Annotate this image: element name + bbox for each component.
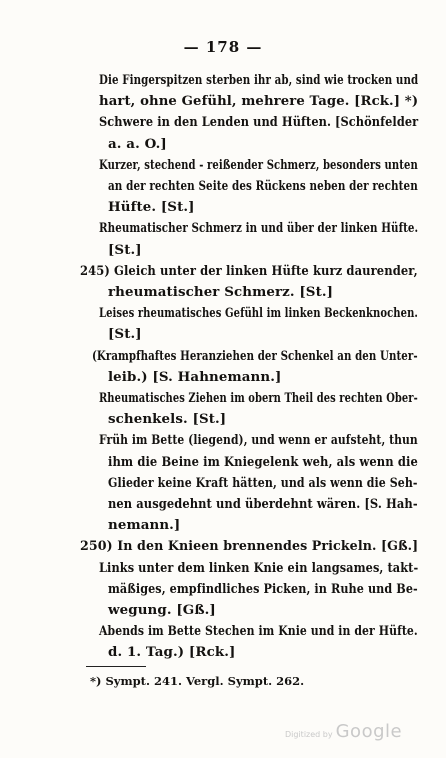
text-line: [St.]	[108, 241, 142, 258]
text-line: Hüfte. [St.]	[108, 199, 195, 216]
text-line: [St.]	[108, 326, 142, 343]
text-line: a. a. O.]	[108, 135, 167, 152]
text-line: hart, ohne Gefühl, mehrere Tage. [Rck.] *)	[99, 93, 419, 110]
text-line: Die Fingerspitzen sterben ihr ab, sind wie trocken und	[99, 72, 419, 88]
text-line: Kurzer, stechend - reißender Schmerz, besonders unten	[99, 156, 418, 173]
text-line: leib.) [S. Hahnemann.]	[108, 368, 282, 385]
text-line: rheumatischer Schmerz. [St.]	[108, 284, 334, 300]
footnote: *) Sympt. 241. Vergl. Sympt. 262.	[90, 674, 305, 689]
page-number: — 178 —	[183, 38, 263, 56]
text-line: schenkels. [St.]	[108, 411, 227, 428]
text-line: wegung. [Gß.]	[108, 602, 216, 618]
text-line: Früh im Bette (liegend), und wenn er aufsteht, thun	[99, 432, 418, 449]
text-line: 250) In den Knieen brennendes Prickeln. [Gß.]	[80, 538, 419, 555]
text-line: mäßiges, empfindliches Picken, in Ruhe und Be-	[108, 580, 418, 597]
text-line: (Krampfhaftes Heranziehen der Schenkel an den Unter-	[92, 347, 418, 364]
text-line: Leises rheumatisches Gefühl im linken Beckenknochen.	[99, 305, 418, 322]
google-watermark	[285, 721, 402, 742]
footnote-rule	[86, 666, 146, 667]
watermark-prefix: Digitized by	[285, 730, 333, 739]
text-line: nen ausgedehnt und überdehnt wären. [S. Hah-	[108, 496, 418, 512]
text-line: Glieder keine Kraft hätten, und als wenn die Seh-	[108, 474, 418, 491]
google-logo: Google	[335, 721, 403, 742]
text-line: Rheumatisches Ziehen im obern Theil des rechten Ober-	[99, 390, 418, 406]
text-line: nemann.]	[108, 517, 181, 534]
text-line: Links unter dem linken Knie ein langsames, takt-	[99, 559, 419, 576]
text-line: Rheumatischer Schmerz in und über der linken Hüfte.	[99, 220, 419, 237]
text-line: an der rechten Seite des Rückens neben der rechten	[108, 178, 418, 194]
text-line: ihm die Beine im Kniegelenk weh, als wenn die	[108, 453, 418, 470]
text-line: Schwere in den Lenden und Hüften. [Schönfelder	[99, 114, 419, 131]
text-line: d. 1. Tag.) [Rck.]	[108, 644, 236, 661]
text-line: 245) Gleich unter der linken Hüfte kurz daurender,	[80, 262, 418, 279]
text-line: Abends im Bette Stechen im Knie und in der Hüfte.	[99, 623, 418, 640]
